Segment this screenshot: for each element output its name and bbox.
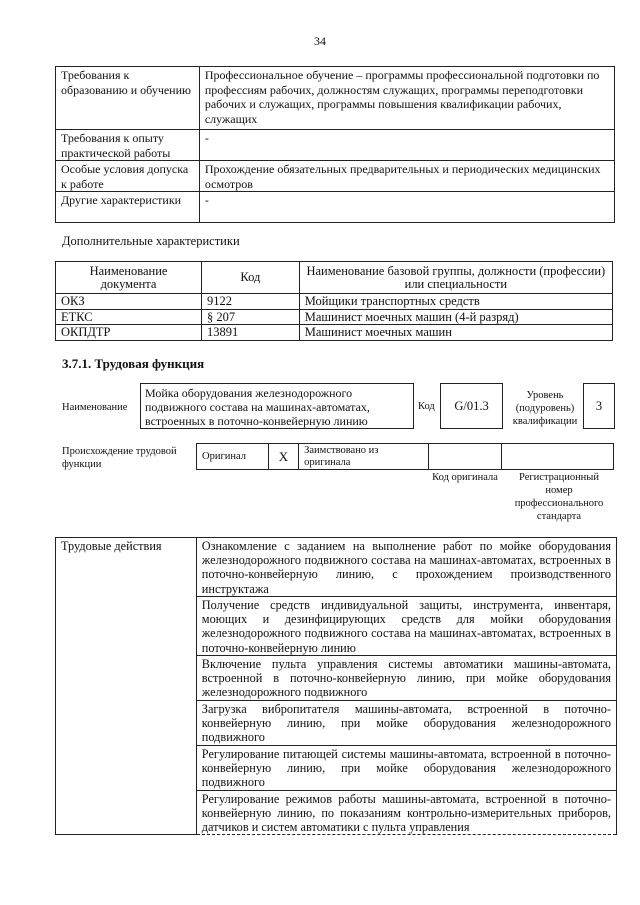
- table-row: [56, 130, 615, 161]
- table-header-row: [56, 262, 613, 294]
- education-label: Требования к образованию и обучению: [56, 67, 200, 130]
- page-number: 34: [314, 34, 326, 48]
- reg-number-cell: [501, 444, 613, 470]
- table-row: [56, 538, 617, 597]
- origin-label: Происхождение трудовой функции: [62, 446, 177, 470]
- table-row: [56, 161, 615, 192]
- additional-table: [55, 261, 613, 341]
- table-cell: § 207: [202, 309, 300, 325]
- header-code: Код: [202, 262, 300, 294]
- table-cell: Мойщики транспортных средств: [299, 294, 612, 310]
- code-box: [440, 383, 503, 429]
- list-item: Регулирование питающей системы машины-автомата, встроенной в поточно-конвейерную линию, при мойке оборудования железнодорожного подвижного: [196, 745, 616, 790]
- actions-table: [55, 537, 617, 835]
- header-document: Наименование документа: [56, 262, 202, 294]
- name-box: [140, 383, 414, 429]
- experience-value: -: [199, 130, 614, 161]
- origin-row: [197, 444, 614, 470]
- function-code: G/01.3: [454, 398, 489, 413]
- section-heading: 3.7.1. Трудовая функция: [62, 356, 205, 371]
- origin-code-cell: [429, 444, 502, 470]
- header-group: Наименование базовой группы, должности (профессии) или специальности: [299, 262, 612, 294]
- other-label: Другие характеристики: [56, 192, 200, 223]
- origin-code-label: Код оригинала: [432, 472, 498, 483]
- original-label: Оригинал: [197, 444, 269, 470]
- level-box: [583, 383, 615, 429]
- table-row: [56, 325, 613, 341]
- reg-number-label: Регистрационный номер профессионального стандарта: [514, 472, 604, 522]
- requirements-table: [55, 66, 615, 223]
- admission-value: Прохождение обязательных предварительных и периодических медицинских осмотров: [199, 161, 614, 192]
- list-item: Получение средств индивидуальной защиты, инструмента, инвентаря, моющих и дезинфицирующих средств для мойки оборудования железнодорожного подвижного состава на машинах-автоматах, встроенных в поточно-конвейерную линию: [196, 597, 616, 656]
- list-item: Загрузка вибропитателя машины-автомата, встроенной в поточно-конвейерную линию, при мойке оборудования железнодорожного подвижного: [196, 701, 616, 746]
- table-cell: Машинист моечных машин (4-й разряд): [299, 309, 612, 325]
- table-row: [56, 67, 615, 130]
- table-row: [56, 309, 613, 325]
- education-value: Профессиональное обучение – программы профессиональной подготовки по профессиям рабочих, должностям служащих, программы переподготовки рабочих и служащих, программы повышения квалификации рабочих, служащих: [199, 67, 614, 130]
- level-value: 3: [595, 398, 603, 413]
- table-row: [56, 294, 613, 310]
- experience-label: Требования к опыту практической работы: [56, 130, 200, 161]
- admission-label: Особые условия допуска к работе: [56, 161, 200, 192]
- table-cell: ОКЗ: [56, 294, 202, 310]
- table-cell: 13891: [202, 325, 300, 341]
- name-label: Наименование: [62, 402, 128, 413]
- borrowed-label: Заимствовано из оригинала: [299, 444, 429, 470]
- list-item: Ознакомление с заданием на выполнение работ по мойке оборудования железнодорожного подвижного состава на машинах-автоматах, встроенных в поточно-конвейерную линию, с прохождением производственного инструктажа: [196, 538, 616, 597]
- list-item: Включение пульта управления системы автоматики машины-автомата, встроенной в поточно-конвейерную линию, при мойке оборудования железнодорожного подвижного: [196, 656, 616, 701]
- actions-label: Трудовые действия: [56, 538, 197, 835]
- additional-caption: Дополнительные характеристики: [62, 234, 240, 248]
- other-value: -: [199, 192, 614, 223]
- table-cell: ЕТКС: [56, 309, 202, 325]
- table-row: [56, 192, 615, 223]
- origin-table: [196, 443, 614, 470]
- list-item: Регулирование режимов работы машины-автомата, встроенной в поточно-конвейерную линию, по показаниям контрольно-измерительных приборов, датчиков и систем автоматики с пульта управления: [196, 790, 616, 835]
- level-label: Уровень (подуровень) квалификации: [512, 390, 578, 427]
- function-name: Мойка оборудования железнодорожного подвижного состава на машинах-автоматах, встроенных в поточно-конвейерную линию: [145, 386, 370, 428]
- table-cell: Машинист моечных машин: [299, 325, 612, 341]
- table-cell: ОКПДТР: [56, 325, 202, 341]
- code-label: Код: [418, 401, 435, 412]
- original-mark: X: [268, 444, 298, 470]
- table-cell: 9122: [202, 294, 300, 310]
